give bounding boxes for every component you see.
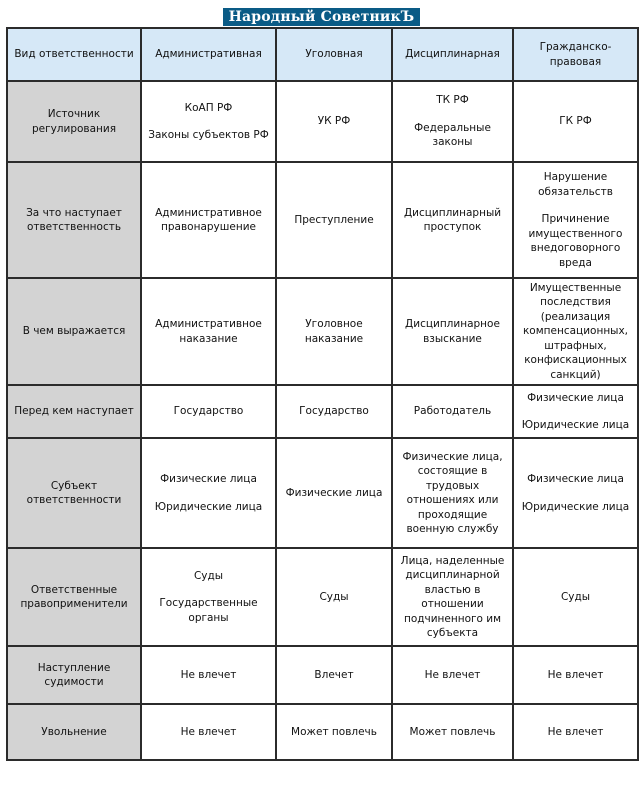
table-cell (141, 81, 276, 162)
header-row (7, 28, 638, 81)
row-header: Увольнение (7, 704, 141, 760)
table-cell (141, 385, 276, 438)
table-cell (276, 646, 392, 704)
row-header: Ответственные правоприменители (7, 548, 141, 646)
cell-text: Административное наказание (155, 318, 262, 345)
cell-text: Нарушение обязательств (538, 171, 613, 198)
column-header: Вид ответственности (7, 28, 141, 81)
table-cell (392, 81, 513, 162)
cell-text: Дисциплинарное взыскание (405, 318, 500, 345)
table-cell (276, 438, 392, 548)
table-cell (276, 278, 392, 385)
table-row (7, 385, 638, 438)
cell-text: Дисциплинарный проступок (403, 206, 502, 233)
table-cell (141, 704, 276, 760)
cell-text: Юридические лица (521, 500, 630, 513)
cell-text: Государство (173, 405, 244, 418)
table-row (7, 162, 638, 278)
row-header: В чем выражается (7, 278, 141, 385)
table-cell (276, 162, 392, 278)
table-cell (276, 704, 392, 760)
table-cell (513, 278, 638, 385)
table-cell (392, 438, 513, 548)
cell-text: Юридические лица (521, 419, 630, 431)
cell-text: Физические лица (160, 473, 257, 485)
cell-text: Государство (299, 405, 369, 418)
cell-text: Не влечет (424, 668, 481, 681)
table-cell (141, 548, 276, 646)
table-cell (513, 162, 638, 278)
cell-text: Суды (319, 590, 349, 603)
table-body (7, 28, 638, 760)
cell-text: Лица, наделенные дисциплинарной властью в отношении подчиненного им субъекта (400, 554, 505, 639)
table-cell (141, 162, 276, 278)
table-cell (513, 385, 638, 438)
cell-text: ГК РФ (559, 115, 592, 128)
table-row (7, 278, 638, 385)
cell-text: Не влечет (547, 725, 604, 738)
table-cell (513, 646, 638, 704)
table-cell (276, 548, 392, 646)
row-header: Перед кем наступает (7, 385, 141, 438)
table-cell (392, 278, 513, 385)
row-header: Наступление судимости (7, 646, 141, 704)
table-cell (392, 646, 513, 704)
column-header: Дисциплинарная (392, 28, 513, 81)
cell-text: Может повлечь (409, 725, 496, 738)
cell-text: Физические лица (285, 486, 383, 499)
table-cell (392, 162, 513, 278)
table-cell (141, 438, 276, 548)
cell-text: Физические лица (527, 391, 624, 404)
column-header: Гражданско-правовая (513, 28, 638, 81)
site-logo-banner: Народный СоветникЪ (223, 8, 421, 26)
table-row (7, 81, 638, 162)
cell-text: Уголовное наказание (304, 318, 364, 345)
cell-text: Суды (560, 590, 591, 603)
cell-text: Работодатель (413, 405, 492, 418)
cell-text: Физические лица (527, 473, 624, 485)
column-header: Уголовная (276, 28, 392, 81)
table-cell (276, 385, 392, 438)
row-header: За что наступает ответственность (7, 162, 141, 278)
cell-text: Не влечет (547, 668, 604, 681)
table-cell (141, 646, 276, 704)
table-row (7, 548, 638, 646)
table-cell (141, 278, 276, 385)
table-cell (513, 704, 638, 760)
cell-text: Физические лица, состоящие в трудовых отношениях или проходящие военную службу (402, 450, 503, 535)
cell-text: Не влечет (180, 725, 237, 738)
responsibility-comparison-table (6, 27, 639, 761)
cell-text: Юридические лица (154, 500, 263, 513)
cell-text: Преступление (294, 213, 374, 226)
table-cell (513, 548, 638, 646)
cell-text: УК РФ (317, 115, 351, 128)
cell-text: Имущественные последствия (реализация компенсационных, штрафных, конфискационных санкций) (522, 281, 629, 381)
row-header: Источник регулирования (7, 81, 141, 162)
table-cell (513, 438, 638, 548)
column-header: Административная (141, 28, 276, 81)
cell-text: КоАП РФ (184, 101, 233, 114)
table-cell (392, 704, 513, 760)
cell-text: Влечет (314, 668, 354, 681)
cell-text: Государственные органы (159, 597, 258, 624)
table-cell (392, 548, 513, 646)
cell-text: Законы субъектов РФ (148, 129, 269, 141)
cell-text: Причинение имущественного внедоговорного вреда (528, 213, 623, 269)
cell-text: Может повлечь (291, 725, 377, 738)
cell-text: ТК РФ (436, 94, 469, 107)
table-row (7, 646, 638, 704)
table-cell (392, 385, 513, 438)
row-header: Субъект ответственности (7, 438, 141, 548)
table-row (7, 704, 638, 760)
cell-text: Суды (193, 569, 224, 582)
table-cell (276, 81, 392, 162)
table-row (7, 438, 638, 548)
cell-text: Административное правонарушение (155, 206, 262, 233)
table-cell (513, 81, 638, 162)
cell-text: Не влечет (180, 668, 237, 681)
cell-text: Федеральные законы (414, 121, 491, 149)
